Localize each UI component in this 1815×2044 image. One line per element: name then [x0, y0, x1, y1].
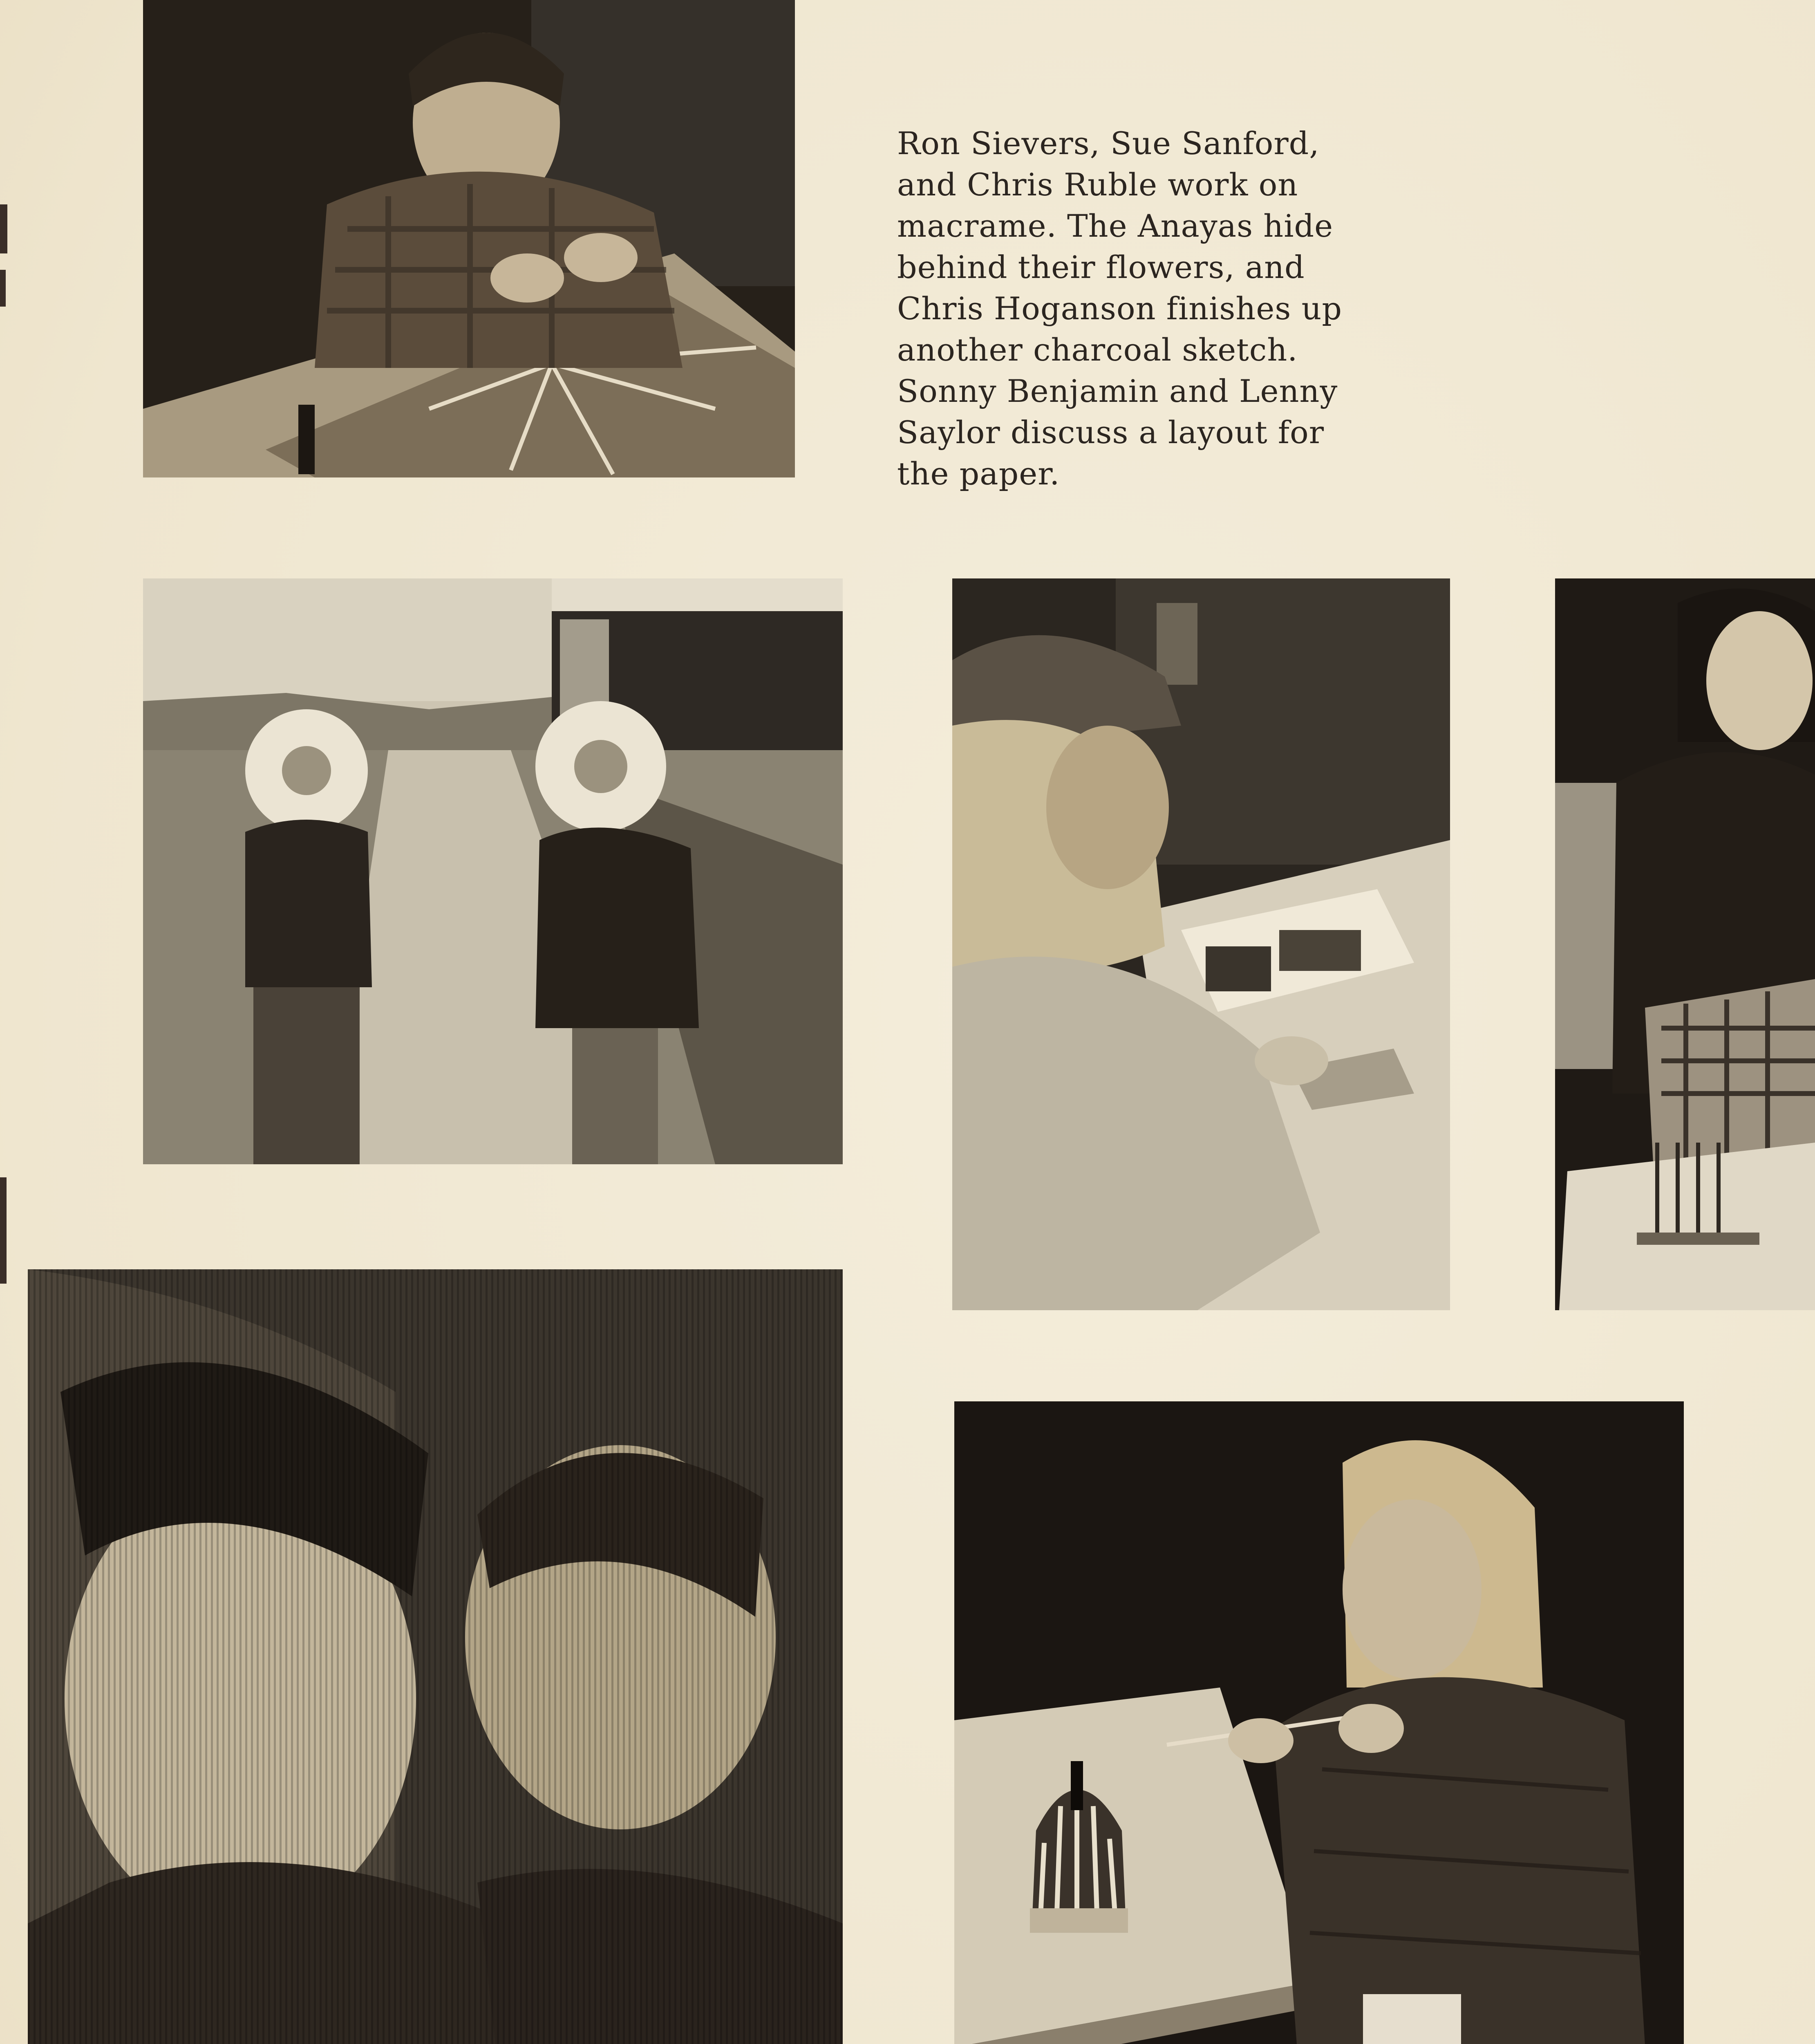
binding-marks — [0, 0, 25, 2044]
photo-flowers — [143, 578, 843, 1164]
caption-line: Chris Hoganson finishes up — [897, 290, 1343, 327]
caption-line: Sonny Benjamin and Lenny — [897, 373, 1338, 409]
caption-line: Ron Sievers, Sue Sanford, — [897, 125, 1320, 161]
photo-basket-weaving — [954, 1401, 1684, 2044]
caption-line: macrame. The Anayas hide — [897, 208, 1334, 244]
photo-macrame-boy — [143, 0, 795, 477]
caption-line: the paper. — [897, 455, 1060, 492]
photo-caption — [897, 123, 1469, 494]
photo-charcoal-sketch — [952, 578, 1450, 1310]
caption-line: and Chris Ruble work on — [897, 166, 1298, 203]
caption-line: behind their flowers, and — [897, 249, 1305, 285]
photo-layout-discussion — [28, 1269, 843, 2044]
caption-line: Saylor discuss a layout for — [897, 414, 1325, 450]
photo-weaving-girl — [1555, 578, 1815, 1310]
caption-line: another charcoal sketch. — [897, 332, 1298, 368]
